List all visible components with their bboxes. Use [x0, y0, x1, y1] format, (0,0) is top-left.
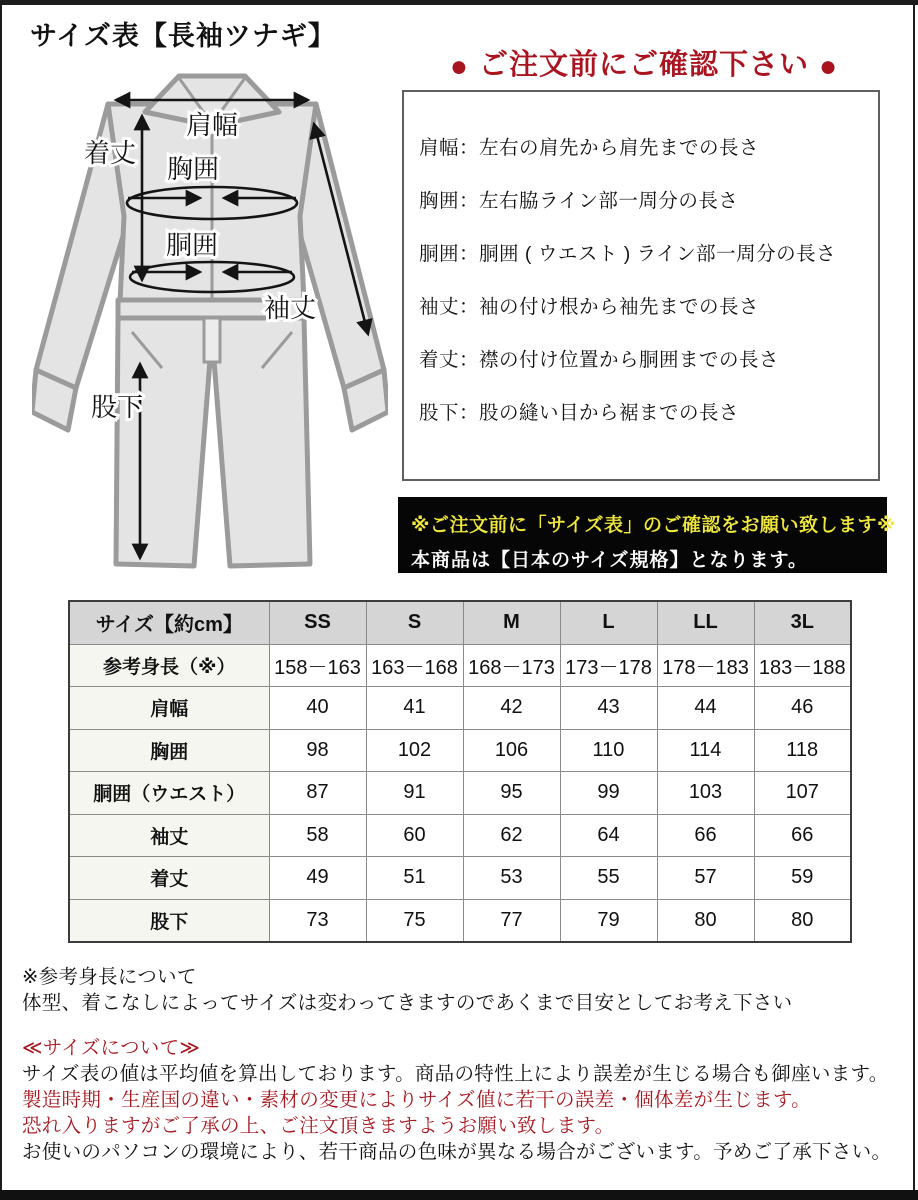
table-row-label: 袖丈	[69, 814, 269, 857]
table-row	[69, 729, 851, 772]
table-row-label: 股下	[69, 899, 269, 942]
label-shoulder-width: 肩幅	[185, 110, 239, 140]
definitions-box	[402, 90, 880, 481]
table-row-label: 参考身長（※）	[69, 644, 269, 687]
table-cell: 73	[269, 899, 366, 942]
table-cell: 173－178	[560, 644, 657, 687]
table-cell: 66	[657, 814, 754, 857]
table-cell: 95	[463, 772, 560, 815]
table-cell: 77	[463, 899, 560, 942]
table-row-label: 胸囲	[69, 729, 269, 772]
table-cell: 55	[560, 857, 657, 900]
footnote-line: 体型、着こなしによってサイズは変わってきますのであくまで目安としてお考え下さい	[22, 992, 793, 1014]
table-row	[69, 899, 851, 942]
table-cell: 99	[560, 772, 657, 815]
coverall-diagram	[32, 70, 388, 594]
table-header-row	[69, 601, 851, 644]
size-notice-banner	[398, 497, 896, 573]
table-cell: 43	[560, 687, 657, 730]
table-cell: 41	[366, 687, 463, 730]
table-cell: 98	[269, 729, 366, 772]
table-cell: 57	[657, 857, 754, 900]
table-cell: 102	[366, 729, 463, 772]
table-cell: 80	[754, 899, 851, 942]
table-cell: 114	[657, 729, 754, 772]
footnote-line: ※参考身長について	[22, 966, 197, 988]
table-header-cell: サイズ【約cm】	[69, 601, 269, 644]
table-row	[69, 814, 851, 857]
notice-heading-text: ご注文前にご確認下さい	[478, 49, 809, 81]
table-header-cell: M	[463, 601, 560, 644]
table-cell: 53	[463, 857, 560, 900]
red-dot-icon: ●	[449, 50, 469, 83]
table-cell: 79	[560, 899, 657, 942]
table-cell: 40	[269, 687, 366, 730]
table-row	[69, 857, 851, 900]
size-table	[68, 600, 852, 943]
table-header-cell: L	[560, 601, 657, 644]
table-cell: 46	[754, 687, 851, 730]
table-cell: 44	[657, 687, 754, 730]
table-cell: 80	[657, 899, 754, 942]
page-border-top	[0, 0, 918, 5]
table-header-cell: SS	[269, 601, 366, 644]
footnote-line: お使いのパソコンの環境により、若干商品の色味が異なる場合がございます。予めご了承下さい。	[22, 1141, 892, 1163]
banner-line1: ※ご注文前に「サイズ表」のご確認をお願い致します※	[411, 515, 896, 536]
definition-item: 着丈：襟の付け位置から胴囲までの長さ	[419, 349, 780, 371]
page-border-bottom	[0, 1190, 918, 1200]
notice-heading	[398, 42, 890, 84]
table-cell: 106	[463, 729, 560, 772]
footnote-line: 恐れ入りますがご了承の上、ご注文頂きますようお願い致します。	[22, 1115, 615, 1137]
footnotes	[22, 964, 902, 1165]
table-row-label: 肩幅	[69, 687, 269, 730]
table-header-cell: 3L	[754, 601, 851, 644]
page-title: サイズ表【長袖ツナギ】	[30, 21, 336, 51]
definition-item: 袖丈：袖の付け根から袖先までの長さ	[419, 296, 760, 318]
size-table-body	[69, 601, 851, 942]
table-row-label: 胴囲（ウエスト）	[69, 772, 269, 815]
table-cell: 42	[463, 687, 560, 730]
table-cell: 62	[463, 814, 560, 857]
label-sleeve-length: 袖丈	[263, 293, 317, 323]
table-cell: 51	[366, 857, 463, 900]
table-cell: 64	[560, 814, 657, 857]
footnote-line: サイズ表の値は平均値を算出しております。商品の特性上により誤差が生じる場合も御座います。	[22, 1063, 889, 1085]
table-cell: 66	[754, 814, 851, 857]
definition-item: 胴囲：胴囲 ( ウエスト ) ライン部一周分の長さ	[419, 243, 837, 265]
page-border-right	[913, 0, 915, 1190]
table-cell: 59	[754, 857, 851, 900]
table-cell: 87	[269, 772, 366, 815]
table-row	[69, 687, 851, 730]
footnote-line: 製造時期・生産国の違い・素材の変更によりサイズ値に若干の誤差・個体差が生じます。	[22, 1089, 811, 1111]
table-cell: 110	[560, 729, 657, 772]
label-chest: 胸囲	[166, 154, 220, 184]
table-cell: 168－173	[463, 644, 560, 687]
definition-item: 胸囲：左右脇ライン部一周分の長さ	[419, 190, 739, 212]
table-cell: 163－168	[366, 644, 463, 687]
table-cell: 107	[754, 772, 851, 815]
table-cell: 103	[657, 772, 754, 815]
page-border-left	[0, 0, 2, 1200]
red-dot-icon: ●	[819, 50, 839, 83]
table-row-label: 着丈	[69, 857, 269, 900]
definition-item: 股下：股の縫い目から裾までの長さ	[419, 402, 740, 424]
table-header-cell: S	[366, 601, 463, 644]
footnote-line: ≪サイズについて≫	[22, 1037, 201, 1059]
label-inseam: 股下	[90, 392, 144, 422]
table-header-cell: LL	[657, 601, 754, 644]
table-cell: 58	[269, 814, 366, 857]
definition-item: 肩幅：左右の肩先から肩先までの長さ	[419, 137, 760, 159]
table-cell: 75	[366, 899, 463, 942]
table-cell: 91	[366, 772, 463, 815]
table-cell: 118	[754, 729, 851, 772]
table-cell: 183－188	[754, 644, 851, 687]
label-body-length: 着丈	[83, 138, 137, 168]
label-waist: 胴囲	[165, 230, 219, 260]
table-row	[69, 644, 851, 687]
table-cell: 158－163	[269, 644, 366, 687]
table-cell: 60	[366, 814, 463, 857]
table-row	[69, 772, 851, 815]
banner-line2: 本商品は【日本のサイズ規格】となります。	[411, 550, 808, 571]
table-cell: 178－183	[657, 644, 754, 687]
table-cell: 49	[269, 857, 366, 900]
